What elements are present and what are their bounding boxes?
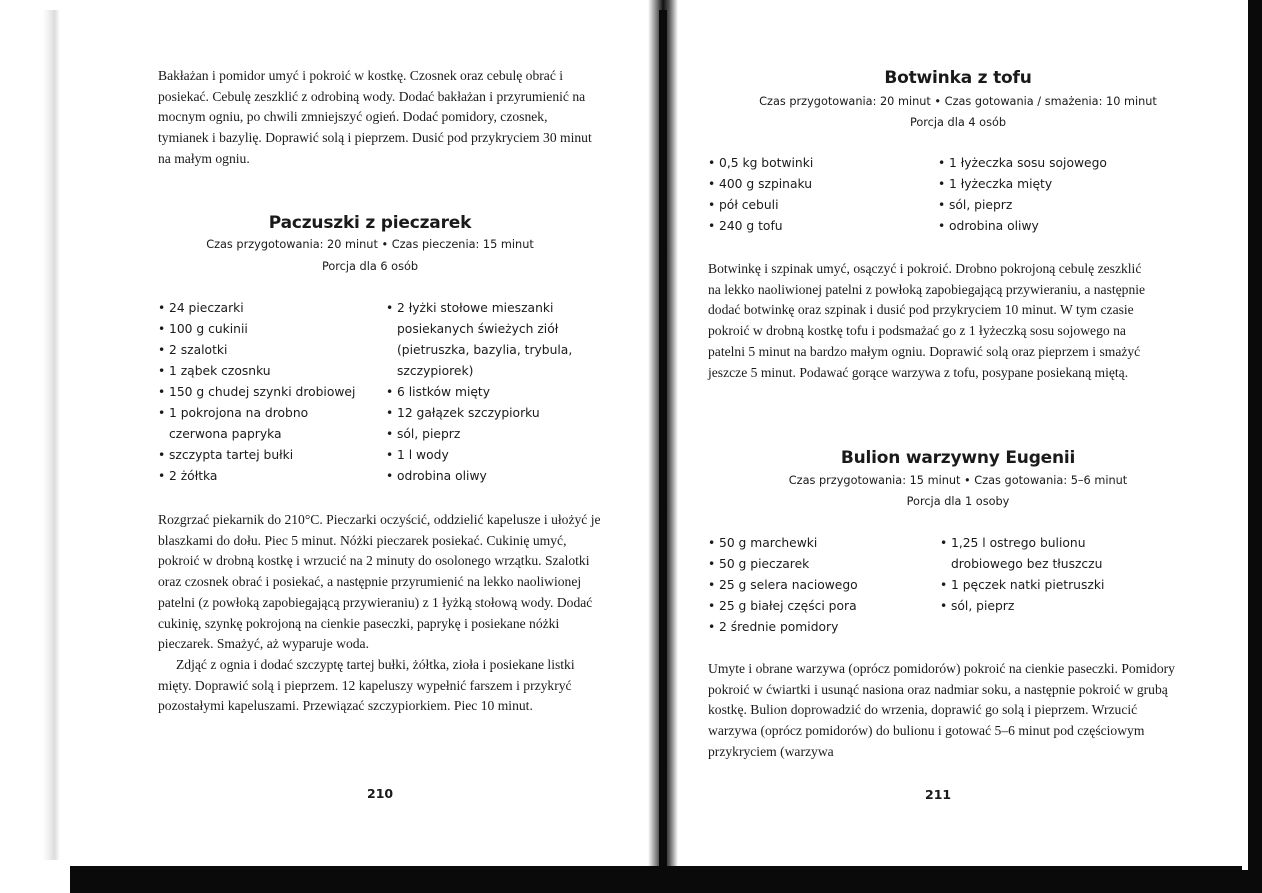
recipe-title: Bulion warzywny Eugenii	[840, 448, 1076, 468]
book-gutter	[659, 10, 667, 893]
ingredient-item: • 1 łyżeczka mięty	[938, 174, 1178, 195]
ingredients-column-right	[940, 533, 1130, 638]
recipe-title: Botwinka z tofu	[884, 68, 1032, 88]
ingredient-item: • pół cebuli	[708, 195, 938, 216]
ingredient-item: • sól, pieprz	[940, 596, 1130, 617]
ingredient-item: • 1 łyżeczka sosu sojowego	[938, 153, 1178, 174]
ingredient-item: • 0,5 kg botwinki	[708, 153, 938, 174]
recipe-method	[708, 659, 1178, 763]
ingredient-item: • 1 pęczek natki pietruszki	[940, 575, 1130, 596]
ingredients	[708, 533, 1188, 638]
ingredient-item: • 2 łyżki stołowe mieszanki posiekanych świeżych ziół (pietruszka, bazylia, trybula, szczypiorek)	[386, 298, 586, 382]
recipe-title: Paczuszki z pieczarek	[268, 213, 472, 233]
ingredient-item: • szczypta tartej bułki	[158, 445, 386, 466]
ingredients-column-right	[938, 153, 1178, 237]
scan-bottom-border	[70, 866, 1252, 893]
recipe-times: Czas przygotowania: 20 minut • Czas pieczenia: 15 minut	[206, 238, 534, 251]
page-number: 210	[367, 786, 394, 801]
ingredient-item: • 1 l wody	[386, 445, 586, 466]
recipe-times: Czas przygotowania: 20 minut • Czas gotowania / smażenia: 10 minut	[759, 95, 1157, 108]
recipe-times: Czas przygotowania: 15 minut • Czas gotowania: 5–6 minut	[788, 474, 1128, 487]
page-number: 211	[925, 787, 952, 802]
method-paragraph: Rozgrzać piekarnik do 210°C. Pieczarki oczyścić, oddzielić kapelusze i ułożyć je blaszkami do dołu. Piec 5 minut. Nóżki pieczarek posiekać. Cukinię umyć, pokroić w drobną kostkę i wrzucić na 2 minuty do osolonego wrzątku. Szalotki oraz czosnek obrać i posiekać, a następnie przyrumienić na lekko naoliwionej patelni (z powłoką zapobiegającą przywieraniu) z 1 łyżką stołową wody. Dodać cukinię, szynkę pokrojoną na cienkie paseczki, paprykę i posiekane nóżki pieczarek. Smażyć, aż wyparuje woda.	[158, 512, 601, 652]
ingredient-item: • sól, pieprz	[386, 424, 586, 445]
recipe-portions: Porcja dla 6 osób	[321, 260, 419, 273]
ingredients-column-left	[708, 533, 940, 638]
ingredient-item: • 1 pokrojona na drobno czerwona papryka	[158, 403, 319, 445]
ingredients	[158, 298, 628, 487]
recipe-method	[708, 259, 1148, 383]
ingredient-item: • 50 g pieczarek	[708, 554, 940, 575]
ingredient-item: • 25 g białej części pora	[708, 596, 940, 617]
ingredient-item: • sól, pieprz	[938, 195, 1178, 216]
ingredients-column-right	[386, 298, 586, 487]
ingredients	[708, 153, 1188, 237]
method-paragraph: Umyte i obrane warzywa (oprócz pomidorów) pokroić na cienkie paseczki. Pomidory pokroić w ćwiartki i usunąć nasiona oraz nadmiar soku, a następnie pokroić w grubą kostkę. Bulion doprowadzić do wrzenia, doprawić go solą i pieprzem. Wrzucić warzywa (oprócz pomidorów) do bulionu i gotować 5–6 minut pod częściowym przykryciem (warzywa	[708, 661, 1175, 759]
ingredient-item: • 24 pieczarki	[158, 298, 386, 319]
scan-left-shadow	[42, 10, 60, 860]
ingredient-item: • 240 g tofu	[708, 216, 938, 237]
intro-text: Bakłażan i pomidor umyć i pokroić w kostkę. Czosnek oraz cebulę obrać i posiekać. Cebulę zeszklić z odrobiną wody. Dodać bakłażan i przyrumienić na mocnym ogniu, po chwili zmniejszyć ogień. Dodać pomidory, czosnek, tymianek i bazylię. Doprawić solą i pieprzem. Dusić pod przykryciem 30 minut na małym ogniu.	[158, 68, 592, 166]
ingredients-column-left	[158, 298, 386, 487]
ingredient-item: • odrobina oliwy	[386, 466, 586, 487]
ingredient-item: • 2 żółtka	[158, 466, 386, 487]
intro-paragraph	[158, 66, 598, 170]
recipe-method	[158, 510, 603, 717]
recipe-portions: Porcja dla 1 osoby	[906, 495, 1010, 508]
method-paragraph: Zdjąć z ognia i dodać szczyptę tartej bułki, żółtka, zioła i posiekane listki mięty. Doprawić solą i pieprzem. 12 kapeluszy wypełnić farszem i przykryć pozostałymi kapeluszami. Przewiązać szczypiorkiem. Piec 10 minut.	[158, 656, 575, 714]
ingredient-item: • 400 g szpinaku	[708, 174, 938, 195]
ingredient-item: • 100 g cukinii	[158, 319, 386, 340]
recipe-portions: Porcja dla 4 osób	[909, 116, 1007, 129]
ingredient-item: • 2 szalotki	[158, 340, 386, 361]
ingredients-column-left	[708, 153, 938, 237]
scan-right-border	[1248, 0, 1262, 893]
page-211	[678, 0, 1248, 870]
ingredient-item: • 150 g chudej szynki drobiowej	[158, 382, 386, 403]
ingredient-item: • 12 gałązek szczypiorku	[386, 403, 586, 424]
ingredient-item: • 1,25 l ostrego bulionu drobiowego bez tłuszczu	[940, 533, 1130, 575]
ingredient-item: • 2 średnie pomidory	[708, 617, 940, 638]
ingredient-item: • 50 g marchewki	[708, 533, 940, 554]
ingredient-item: • 1 ząbek czosnku	[158, 361, 386, 382]
ingredient-item: • 6 listków mięty	[386, 382, 586, 403]
page-210	[70, 0, 648, 870]
method-paragraph: Botwinkę i szpinak umyć, osączyć i pokroić. Drobno pokrojoną cebulę zeszklić na lekko naoliwionej patelni z powłoką zapobiegającą przywieraniu, a następnie dodać botwinkę oraz szpinak i dusić pod przykryciem 10 minut. W tym czasie pokroić w drobną kostkę tofu i podsmażać go z 1 łyżeczką sosu sojowego na patelni 5 minut na bardzo małym ogniu. Doprawić solą oraz pieprzem i smażyć jeszcze 5 minut. Podawać gorące warzywa z tofu, posypane posiekaną miętą.	[708, 261, 1146, 380]
ingredient-item: • 25 g selera naciowego	[708, 575, 940, 596]
ingredient-item: • odrobina oliwy	[938, 216, 1178, 237]
